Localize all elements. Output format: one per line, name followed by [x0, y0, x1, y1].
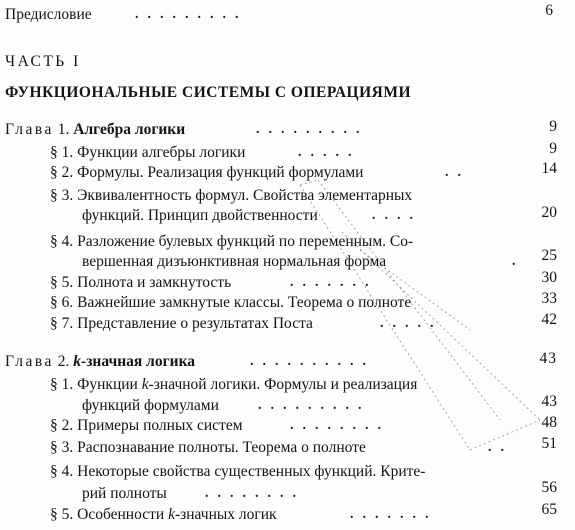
- ch1-sec2-dots: ..: [445, 165, 470, 180]
- ch1-sec1-dots: .....: [298, 145, 361, 160]
- ch1-sec7-page: 42: [541, 311, 557, 328]
- ch1-sec6: § 6. Важнейшие замкнутые классы. Теорема о полноте: [50, 294, 412, 311]
- chapter-2-title: -значная логика: [81, 353, 196, 370]
- ch1-sec4-line1: § 4. Разложение булевых функций по переменным. Со-: [50, 233, 414, 250]
- ch2-sec3-dots: ..: [488, 440, 513, 455]
- chapter-1-leader-dots: .........: [256, 122, 369, 137]
- ch1-sec3-line2: функций. Принцип двойственности: [82, 207, 318, 224]
- ch1-sec4-dots: .: [512, 254, 525, 269]
- preface-title: Предисловие: [5, 6, 92, 23]
- ch2-sec3: § 3. Распознавание полноты. Теорема о полноте: [50, 439, 366, 456]
- ch1-sec7: § 7. Представление о результатах Поста: [50, 315, 313, 332]
- ch2-sec2-page: 48: [541, 414, 557, 431]
- chapter-2-number: 2.: [57, 353, 70, 370]
- ch2-sec2-dots: ........: [290, 418, 390, 433]
- chapter-1-heading: [5, 120, 185, 140]
- ch2-sec5-page: 65: [541, 501, 557, 518]
- preface-leader-dots: .........: [135, 7, 248, 22]
- ch1-sec3-page: 20: [541, 204, 557, 221]
- chapter-2-title-k: k: [73, 353, 82, 370]
- ch2-sec3-page: 51: [541, 435, 557, 452]
- chapter-1-title: Алгебра логики: [73, 121, 186, 138]
- ch1-sec5: § 5. Полнота и замкнутость: [50, 274, 232, 291]
- ch2-sec4-line1: § 4. Некоторые свойства существенных функций. Крите-: [50, 463, 426, 480]
- ch2-sec1-line1: § 1. Функции k-значной логики. Формулы и реализация: [50, 376, 418, 393]
- ch1-sec1: § 1. Функции алгебры логики: [50, 144, 246, 161]
- ch1-sec3-dots: ....: [372, 208, 422, 223]
- ch2-sec5-dots: .......: [350, 507, 438, 522]
- chapter-1-number: 1.: [57, 121, 70, 138]
- ch1-sec1-page: 9: [549, 140, 557, 157]
- ch2-sec2: § 2. Примеры полных систем: [50, 417, 243, 434]
- ch2-sec4-page: 56: [541, 479, 557, 496]
- ch1-sec2: § 2. Формулы. Реализация функций формулами: [50, 164, 364, 181]
- chapter-2-leader-dots: ..........: [250, 354, 375, 369]
- chapter-2-prefix: Глава: [5, 353, 54, 370]
- ch2-sec4-dots: ........: [205, 486, 305, 501]
- chapter-2-page: 43: [539, 350, 557, 367]
- ch2-sec1-page: 43: [541, 393, 557, 410]
- part-title: ФУНКЦИОНАЛЬНЫЕ СИСТЕМЫ С ОПЕРАЦИЯМИ: [5, 84, 412, 101]
- ch2-sec1-line2: функций формулами: [82, 397, 219, 414]
- ch1-sec4-line2: вершенная дизъюнктивная нормальная форма: [82, 253, 387, 270]
- ch1-sec4-page: 25: [541, 247, 557, 264]
- chapter-1-prefix: Глава: [5, 121, 54, 138]
- ch2-sec5: § 5. Особенности k-значных логик: [50, 506, 277, 523]
- ch1-sec6-page: 33: [541, 290, 557, 307]
- ch1-sec2-page: 14: [541, 160, 557, 177]
- chapter-1-page: 9: [549, 118, 557, 135]
- preface-page: 6: [545, 2, 553, 19]
- ch1-sec7-dots: .....: [380, 316, 443, 331]
- part-label: ЧАСТЬ I: [5, 53, 81, 70]
- ch2-sec1-dots: .........: [258, 398, 371, 413]
- ch1-sec5-dots: .......: [290, 275, 378, 290]
- ch1-sec5-page: 30: [541, 269, 557, 286]
- ch2-sec4-line2: рий полноты: [82, 485, 167, 502]
- chapter-2-heading: [5, 352, 195, 372]
- ch1-sec3-line1: § 3. Эквивалентность формул. Свойства элементарных: [50, 187, 413, 204]
